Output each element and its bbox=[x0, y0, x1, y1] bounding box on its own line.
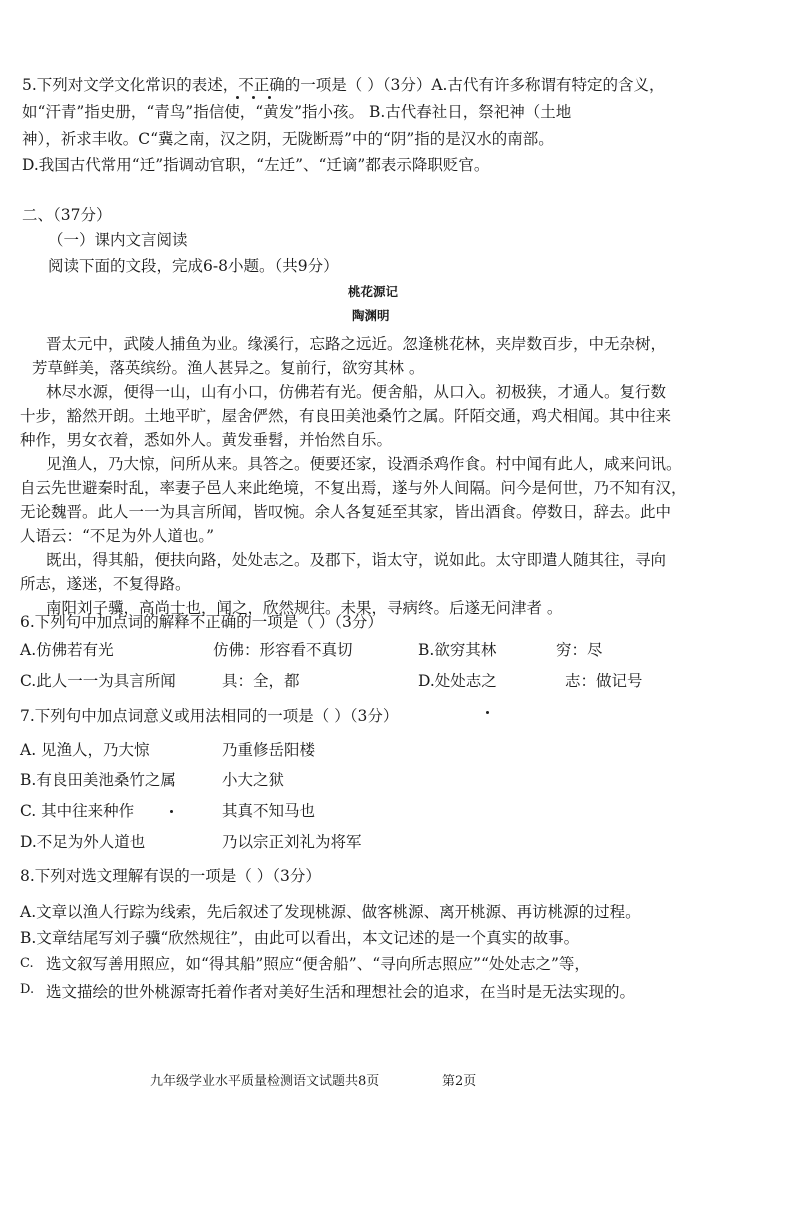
q6-option-c: C.此人一一为具言所闻 bbox=[20, 672, 176, 690]
q7-option-d: D.不足为外人道也 bbox=[20, 833, 146, 851]
q8-option-c: 选文叙写善用照应，如“得其船”照应“便舍船”、“寻向所志照应”“处处志之”等， bbox=[46, 955, 590, 973]
q6-option-a: A.仿佛若有光 bbox=[20, 641, 114, 659]
section-heading: 二、（37分） bbox=[22, 206, 112, 224]
q6-option-c-note: 具：全，都 bbox=[222, 672, 300, 690]
emphasis-dot bbox=[268, 96, 271, 99]
q8-option-a: A.文章以渔人行踪为线索，先后叙述了发现桃源、做客桃源、离开桃源、再访桃源的过程。 bbox=[20, 903, 641, 921]
stray-dot bbox=[170, 810, 173, 813]
q7-option-b: B.有良田美池桑竹之属 bbox=[20, 771, 176, 789]
q6-option-b: B.欲穷其林 bbox=[418, 641, 497, 659]
q6-option-d-note: 志：做记号 bbox=[565, 672, 643, 690]
passage-line-11: 所志，遂迷，不复得路。 bbox=[20, 575, 191, 593]
q6-option-a-note: 仿佛：形容看不真切 bbox=[213, 641, 353, 659]
q5-line-4: D.我国古代常用“迁”指调动官职，“左迁”、“迁谪”都表示降职贬官。 bbox=[22, 156, 490, 174]
q8-option-d: 选文描绘的世外桃源寄托着作者对美好生活和理想社会的追求，在当时是无法实现的。 bbox=[46, 983, 636, 1001]
q6-option-d: D.处处志之 bbox=[418, 672, 497, 690]
q7-stem: 7.下列句中加点词意义或用法相同的一项是（ ）（3分） bbox=[20, 707, 399, 725]
page-number: 第2页 bbox=[442, 1074, 477, 1089]
passage-line-10: 既出，得其船，便扶向路，处处志之。及郡下，诣太守，说如此。太守即遣人随其往，寻向 bbox=[46, 551, 667, 569]
passage-line-2: 芳草鲜美，落英缤纷。渔人甚异之。复前行，欲穷其林 。 bbox=[32, 359, 425, 377]
passage-line-1: 晋太元中，武陵人捕鱼为业。缘溪行，忘路之远近。忽逢桃花林，夹岸数百步，中无杂树， bbox=[46, 335, 667, 353]
q5-line-2: 如“汗青”指史册，“青鸟”指信使，“黄发”指小孩。 B.古代春社日，祭祀神（土地 bbox=[22, 103, 572, 121]
passage-title: 桃花源记 bbox=[348, 284, 399, 299]
passage-line-9: 人语云：“不足为外人道也。” bbox=[20, 527, 215, 545]
passage-line-3: 林尽水源，便得一山，山有小口，仿佛若有光。便舍船，从口入。初极狭，才通人。复行数 bbox=[46, 383, 667, 401]
passage-line-6: 见渔人，乃大惊，问所从来。具答之。便要还家，设酒杀鸡作食。村中闻有此人，咸来问讯。 bbox=[46, 455, 682, 473]
q8-option-d-label: D. bbox=[20, 982, 35, 997]
section-subheading: （一）课内文言阅读 bbox=[48, 231, 188, 249]
q5-line-1: 5.下列对文学文化常识的表述，不正确的一项是（ ）（3分）A.古代有许多称谓有特定的含义， bbox=[22, 76, 665, 94]
q7-option-c-compare: 其真不知马也 bbox=[222, 802, 316, 820]
q7-option-a: A. 见渔人，乃大惊 bbox=[20, 741, 150, 759]
q7-option-b-compare: 小大之狱 bbox=[222, 771, 285, 789]
q8-stem: 8.下列对选文理解有误的一项是（ ）（3分） bbox=[20, 867, 321, 885]
q8-option-c-label: C. bbox=[20, 956, 34, 971]
emphasis-dot bbox=[236, 96, 239, 99]
reading-instruction: 阅读下面的文段，完成6-8小题。（共9分） bbox=[48, 257, 339, 275]
q7-option-c: C. 其中往来种作 bbox=[20, 802, 135, 820]
q5-line-3: 神），祈求丰收。C“冀之南，汉之阴，无陇断焉”中的“阴”指的是汉水的南部。 bbox=[22, 130, 554, 148]
passage-line-5: 种作，男女衣着，悉如外人。黄发垂髫，并怡然自乐。 bbox=[20, 431, 393, 449]
passage-author: 陶渊明 bbox=[352, 308, 390, 323]
q6-option-b-note: 穷：尽 bbox=[556, 641, 603, 659]
q8-option-b: B.文章结尾写刘子骥“欣然规往”，由此可以看出，本文记述的是一个真实的故事。 bbox=[20, 929, 580, 947]
q6-stem: 6.下列句中加点词的解释不正确的一项是（ ）（3分） bbox=[20, 613, 383, 631]
q7-option-d-compare: 乃以宗正刘礼为将军 bbox=[222, 833, 362, 851]
stray-dot bbox=[486, 711, 489, 714]
q7-option-a-compare: 乃重修岳阳楼 bbox=[222, 741, 316, 759]
passage-line-8: 无论魏晋。此人一一为具言所闻，皆叹惋。余人各复延至其家，皆出酒食。停数日，辞去。此中 bbox=[20, 503, 672, 521]
emphasis-dot bbox=[252, 96, 255, 99]
passage-line-4: 十步，豁然开朗。土地平旷，屋舍俨然，有良田美池桑竹之属。阡陌交通，鸡犬相闻。其中往来 bbox=[20, 407, 672, 425]
passage-line-12: 南阳刘子骥，高尚士也，闻之，欣然规往。未果，寻病终。后遂无问津者 。 bbox=[46, 599, 563, 617]
page-footer-text: 九年级学业水平质量检测语文试题共8页 bbox=[150, 1074, 380, 1089]
passage-line-7: 自云先世避秦时乱，率妻子邑人来此绝境，不复出焉，遂与外人间隔。问今是何世，乃不知有汉， bbox=[20, 479, 687, 497]
